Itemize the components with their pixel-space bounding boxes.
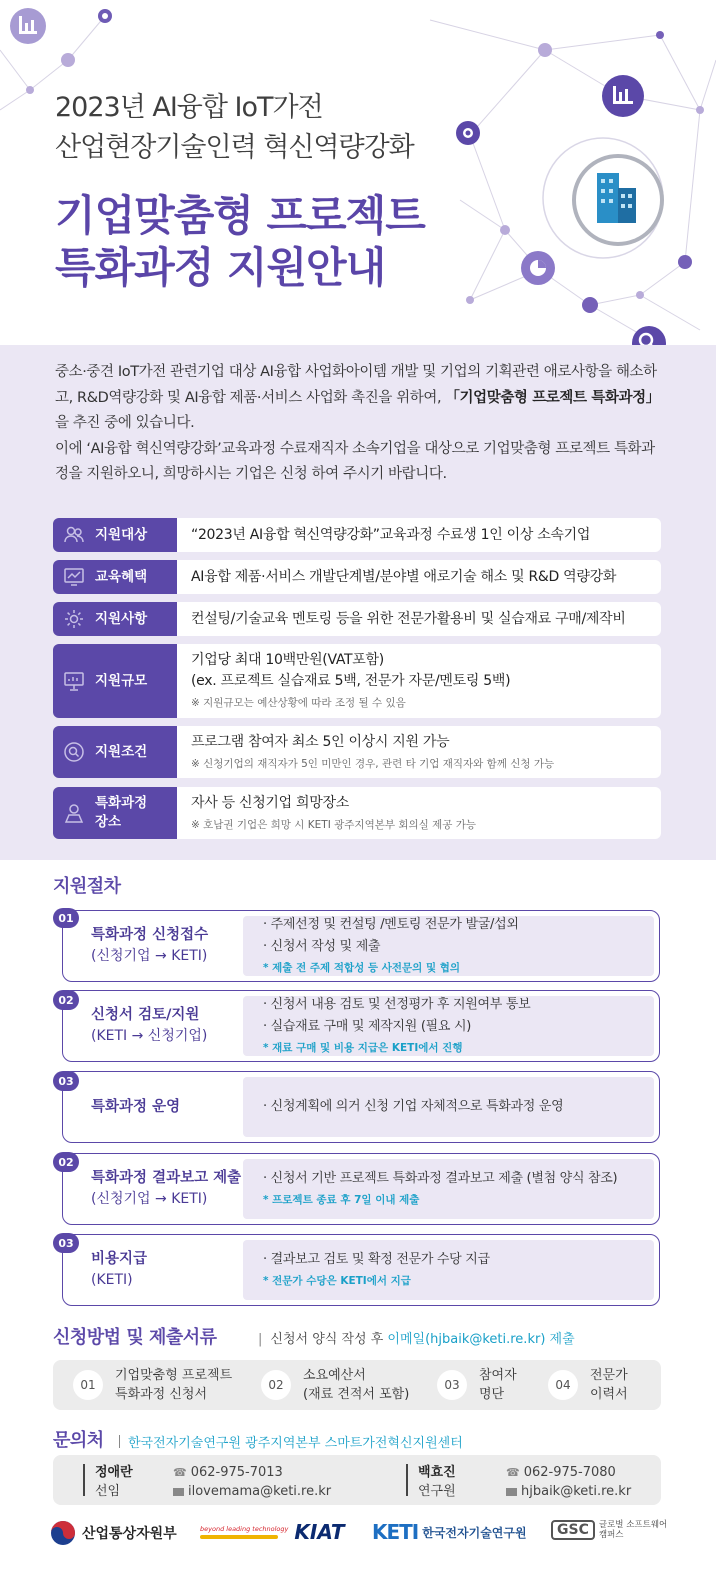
method-email[interactable]: 이메일(hjbaik@keti.re.kr) 제출	[387, 1332, 575, 1347]
kiat-tagline: beyond leading technology	[200, 1525, 289, 1533]
contact-person	[418, 1463, 456, 1501]
step-item: · 주제선정 및 컨설팅 /멘토링 전문가 발굴/섭외	[263, 917, 519, 932]
mail-icon	[173, 1488, 184, 1496]
info-label	[53, 560, 177, 594]
step-sub: (신청기업 → KETI)	[91, 948, 208, 964]
page-title	[55, 190, 425, 294]
info-body	[177, 787, 661, 839]
gear-icon	[63, 608, 85, 630]
people-icon	[63, 524, 85, 546]
info-note: ※ 지원규모는 예산상황에 따라 조정 될 수 있음	[191, 697, 406, 709]
step-item: · 신청서 내용 검토 및 선정평가 후 지원여부 통보	[263, 997, 531, 1012]
info-label-text: 지원규모	[95, 672, 148, 689]
info-note: ※ 호남권 기업은 희망 시 KETI 광주지역본부 회의실 제공 가능	[191, 818, 477, 831]
submission-title: 신청방법 및 제출서류	[53, 1327, 217, 1348]
info-body	[177, 560, 661, 594]
document-line1: 기업맞춤형 프로젝트	[115, 1368, 233, 1383]
info-label	[53, 644, 177, 718]
contact-phone[interactable]: 062-975-7080	[523, 1465, 616, 1480]
step-item: · 신청서 작성 및 제출	[263, 939, 381, 954]
document-item	[548, 1366, 628, 1404]
document-number: 02	[261, 1370, 291, 1400]
contact-phone[interactable]: 062-975-7013	[190, 1465, 283, 1480]
document-text	[590, 1366, 628, 1404]
contact-role: 선임	[95, 1484, 121, 1499]
intro-paragraph-1	[55, 360, 665, 437]
presentation-icon	[63, 670, 85, 692]
step-card	[62, 1234, 660, 1306]
divider	[406, 1464, 408, 1496]
step-number: 01	[53, 908, 79, 928]
info-row-target	[53, 518, 661, 552]
step-details	[243, 996, 654, 1056]
step-title: 특화과정 운영	[91, 1098, 181, 1115]
info-label	[53, 518, 177, 552]
info-note: ※ 신청기업의 재직자가 5인 미만인 경우, 관련 타 기업 재직자와 함께 신청 가능	[191, 757, 555, 770]
contact-org: 한국전자기술연구원 광주지역본부 스마트가전혁신지원센터	[128, 1432, 463, 1451]
info-label-text: 지원사항	[95, 610, 148, 627]
step-title: 비용지급	[91, 1251, 148, 1267]
intro-paragraph-2: 이에 ‘AI융합 혁신역량강화’교육과정 수료재직자 소속기업을 대상으로 기업맞춤형 프로젝트 특화과정을 지원하오니, 희망하시는 기업은 신청 하여 주시기 바랍니다.	[55, 440, 655, 482]
info-row-support	[53, 602, 661, 636]
contact-name: 백효진	[418, 1465, 456, 1480]
info-main: 프로그램 참여자 최소 5인 이상시 지원 가능	[191, 733, 450, 750]
taeguk-icon	[50, 1520, 76, 1546]
step-note: * 재료 구매 및 비용 지급은 KETI에서 진행	[263, 1042, 463, 1054]
step-number: 03	[53, 1071, 79, 1091]
contact-name: 정애란	[95, 1465, 133, 1480]
info-label	[53, 726, 177, 778]
contact-person	[95, 1463, 133, 1501]
search-icon	[63, 741, 85, 763]
info-main: “2023년 AI융합 혁신역량강화”교육과정 수료생 1인 이상 소속기업	[191, 526, 591, 543]
step-note: * 프로젝트 종료 후 7일 이내 제출	[263, 1194, 420, 1206]
info-label	[53, 787, 177, 839]
step-details	[243, 1077, 654, 1137]
info-main: 기업당 최대 10백만원(VAT포함)	[191, 652, 384, 668]
document-text	[479, 1366, 517, 1404]
step-sub: (KETI → 신청기업)	[91, 1028, 208, 1044]
info-row-benefit	[53, 560, 661, 594]
info-label-text: 지원대상	[95, 526, 148, 543]
keti-full-name: 한국전자기술연구원	[422, 1525, 527, 1540]
step-number: 03	[53, 1233, 79, 1253]
document-line1: 소요예산서	[303, 1368, 366, 1383]
contact-phone-row	[506, 1463, 631, 1482]
title-line-1: 기업맞춤형 프로젝트	[55, 191, 425, 240]
divider: |	[258, 1332, 263, 1347]
step-item: · 신청서 기반 프로젝트 특화과정 결과보고 제출 (별첨 양식 참조)	[263, 1171, 618, 1186]
gsc-name-1: 글로벌 소프트웨어	[598, 1520, 668, 1530]
step-number: 02	[53, 990, 79, 1010]
subtitle-line-1: 2023년 AI융합 IoT가전	[55, 92, 323, 123]
documents-list	[53, 1360, 661, 1410]
document-item	[73, 1366, 232, 1404]
document-item	[437, 1366, 517, 1404]
step-card	[62, 1153, 660, 1225]
phone-icon: ☎	[173, 1466, 187, 1479]
step-sub: (KETI)	[91, 1272, 133, 1288]
info-label-text: 지원조건	[95, 743, 148, 760]
info-body	[177, 726, 661, 778]
document-line2: (재료 견적서 포함)	[303, 1387, 410, 1402]
info-label	[53, 602, 177, 636]
keti-name: KETI	[372, 1520, 419, 1544]
step-heading	[63, 991, 243, 1061]
step-details	[243, 1159, 654, 1219]
contact-box	[53, 1455, 661, 1505]
step-heading	[63, 911, 243, 981]
divider	[83, 1464, 85, 1496]
keti-logo	[372, 1520, 527, 1544]
procedure-title: 지원절차	[53, 876, 121, 897]
step-title: 신청서 검토/지원	[91, 1007, 200, 1023]
gsc-name	[599, 1520, 667, 1540]
intro-text	[55, 360, 665, 488]
contact-role: 연구원	[418, 1484, 456, 1499]
person-icon	[63, 802, 85, 824]
info-body	[177, 644, 661, 718]
step-sub: (신청기업 → KETI)	[91, 1191, 208, 1207]
info-row-scale	[53, 644, 661, 718]
motie-logo	[50, 1520, 177, 1546]
subtitle-line-2: 산업현장기술인력 혁신역량강화	[55, 132, 414, 163]
document-number: 03	[437, 1370, 467, 1400]
contact-email[interactable]: ilovemama@keti.re.kr	[188, 1484, 332, 1499]
method-prefix: 신청서 양식 작성 후	[270, 1332, 388, 1347]
step-heading	[63, 1154, 243, 1224]
mail-icon	[506, 1488, 517, 1496]
document-number: 01	[73, 1370, 103, 1400]
kiat-tagline-wrap	[200, 1525, 288, 1539]
document-item	[261, 1366, 409, 1404]
document-line2: 특화과정 신청서	[115, 1387, 208, 1402]
document-line2: 이력서	[590, 1387, 628, 1402]
step-item: · 결과보고 검토 및 확정 전문가 수당 지급	[263, 1252, 490, 1267]
monitor-chart-icon	[63, 566, 85, 588]
step-number: 02	[53, 1152, 79, 1172]
intro-p1-bold: 「기업맞춤형 프로젝트 특화과정」	[445, 389, 660, 406]
step-title: 특화과정 신청접수	[91, 927, 209, 943]
contact-phone-row	[173, 1463, 331, 1482]
phone-icon: ☎	[506, 1466, 520, 1479]
gsc-logo	[551, 1520, 667, 1540]
contact-email-row	[506, 1482, 631, 1501]
step-item: · 실습재료 구매 및 제작지원 (필요 시)	[263, 1019, 471, 1034]
gsc-name-2: 캠퍼스	[598, 1530, 624, 1540]
step-card	[62, 910, 660, 982]
step-note: * 제출 전 주제 적합성 등 사전문의 및 협의	[263, 962, 461, 974]
info-body	[177, 518, 661, 552]
title-line-2: 특화과정 지원안내	[55, 243, 386, 292]
step-card	[62, 1071, 660, 1143]
document-number: 04	[548, 1370, 578, 1400]
motie-name: 산업통상자원부	[82, 1526, 177, 1542]
info-main: 컨설팅/기술교육 멘토링 등을 위한 전문가활용비 및 실습재료 구매/제작비	[191, 610, 626, 627]
step-details	[243, 1240, 654, 1300]
gsc-mark: GSC	[551, 1520, 595, 1540]
document-text	[115, 1366, 232, 1404]
contact-details	[173, 1463, 331, 1501]
step-details	[243, 916, 654, 976]
info-row-location	[53, 787, 661, 839]
contact-details	[506, 1463, 631, 1501]
subtitle	[55, 88, 414, 168]
step-title: 특화과정 결과보고 제출	[91, 1170, 242, 1186]
contact-email[interactable]: hjbaik@keti.re.kr	[521, 1484, 632, 1499]
contact-email-row	[173, 1482, 331, 1501]
submission-method	[258, 1328, 575, 1347]
kiat-logo	[200, 1520, 345, 1544]
intro-p1-a: 중소·중견 IoT가전 관련기업 대상 AI융합 사업화아이템 개발 및 기업의 기획관련 애로사항을 해소하고, R&D역량강화 및 AI융합 제품·서비스 사업화 촉진을 위하여,	[55, 364, 657, 406]
info-row-condition	[53, 726, 661, 778]
step-note: * 전문가 수당은 KETI에서 지급	[263, 1275, 411, 1287]
document-text	[303, 1366, 409, 1404]
kiat-swoosh	[200, 1535, 278, 1539]
kiat-name: KIAT	[294, 1520, 345, 1544]
info-main: AI융합 제품·서비스 개발단계별/분야별 애로기술 해소 및 R&D 역량강화	[191, 568, 617, 585]
document-line1: 참여자	[479, 1368, 517, 1383]
step-item: · 신청계획에 의거 신청 기업 자체적으로 특화과정 운영	[263, 1099, 564, 1114]
step-heading	[63, 1235, 243, 1305]
info-label-text: 교육혜택	[95, 568, 148, 585]
info-main-2: (ex. 프로젝트 실습재료 5백, 전문가 자문/멘토링 5백)	[191, 673, 511, 689]
document-line2: 명단	[479, 1387, 505, 1402]
step-heading	[63, 1072, 243, 1142]
info-main: 자사 등 신청기업 희망장소	[191, 794, 349, 811]
intro-p1-b: 을 추진 중에 있습니다.	[55, 415, 195, 431]
info-body	[177, 602, 661, 636]
document-line1: 전문가	[590, 1368, 628, 1383]
info-label-text: 특화과정 장소	[95, 795, 148, 830]
step-card	[62, 990, 660, 1062]
contact-title: 문의처	[53, 1430, 104, 1451]
hero-header	[0, 0, 716, 345]
